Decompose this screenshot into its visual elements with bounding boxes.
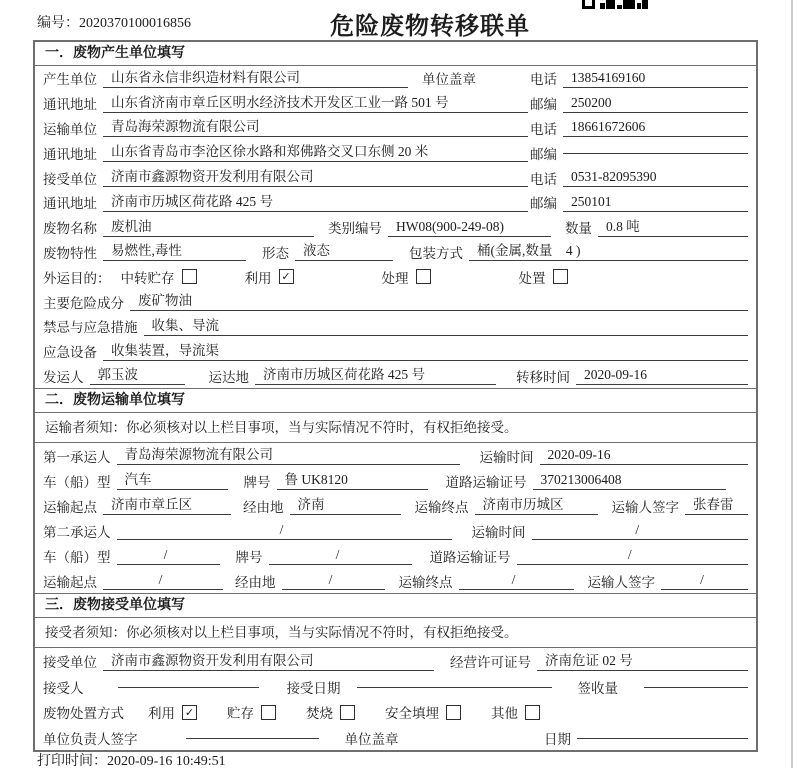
- checkbox-incinerate: [306, 702, 355, 722]
- carrier-signature-value: 张春雷: [685, 496, 748, 515]
- route-origin-value: 济南市章丘区: [103, 496, 231, 515]
- field-label: 运输起点: [43, 499, 97, 515]
- carrier-notice: 运输者须知：你必须核对以上栏目事项，当与实际情况不符时，有权拒绝接受。: [35, 413, 756, 443]
- checkbox-box: [340, 705, 355, 720]
- field-label: 道路运输证号: [445, 474, 527, 490]
- checkbox-label: 利用: [244, 270, 272, 286]
- row-waste-name: [35, 215, 756, 240]
- route-end-value: 济南市历城区: [475, 496, 598, 515]
- row-waste-property: [35, 240, 756, 265]
- accept-date-value: [357, 686, 552, 688]
- received-quantity-value: [644, 686, 748, 688]
- row-outbound-purpose: [35, 264, 756, 289]
- checkbox-label: 利用: [148, 706, 175, 722]
- acceptor-value: [118, 686, 259, 688]
- field-label: 发运人: [43, 369, 84, 385]
- postcode-group: [528, 143, 748, 163]
- seal-date-value: [577, 737, 748, 739]
- accepting-unit-value: 济南市鑫源物资开发利用有限公司: [103, 652, 434, 671]
- field-label: 日期: [544, 731, 571, 747]
- row-receiver-address: [35, 190, 756, 215]
- transfer-date-value: 2020-09-16: [576, 366, 748, 385]
- transport-date-value: 2020-09-16: [540, 446, 749, 465]
- checkbox-box: [525, 705, 540, 720]
- field-label: 电话: [530, 171, 557, 187]
- field-label: 邮编: [530, 196, 557, 212]
- row-acceptor: [35, 674, 756, 700]
- field-label: 单位负责人签字: [43, 731, 138, 747]
- manifest-form: [33, 40, 758, 752]
- field-label: 运输起点: [43, 574, 97, 590]
- print-time: [37, 750, 226, 768]
- row-transport-address: [35, 140, 756, 165]
- checkbox-dispose: [519, 267, 568, 287]
- serial-number: [37, 12, 191, 32]
- field-label: 废物处置方式: [43, 706, 124, 722]
- field-label: 牌号: [243, 474, 271, 490]
- row-disposal-method: [35, 699, 756, 725]
- field-label: 签收量: [577, 680, 618, 696]
- receiver-phone-value: 0531-82095390: [563, 168, 748, 187]
- field-label: 禁忌与应急措施: [43, 320, 138, 336]
- field-label: 废物名称: [43, 221, 97, 237]
- field-label: 形态: [262, 245, 289, 261]
- waste-name-value: 废机油: [103, 218, 314, 237]
- checkbox-label: 处理: [381, 270, 409, 286]
- row-responsible-signature: [35, 725, 756, 751]
- row-transport-unit: [35, 116, 756, 141]
- field-label: 接受单位: [43, 655, 97, 671]
- checkbox-label: 中转贮存: [120, 270, 175, 286]
- plate-number-value: 鲁 UK8120: [277, 471, 428, 490]
- field-label: 外运目的：: [43, 270, 111, 286]
- section1-body: [35, 66, 756, 388]
- route-origin-2-value: /: [103, 571, 223, 590]
- section2-body: [35, 443, 756, 593]
- row-accepting-unit: [35, 648, 756, 674]
- row-route-1: [35, 493, 756, 518]
- transport-address-value: 山东省青岛市李沧区徐水路和郑佛路交叉口东侧 20 米: [103, 143, 528, 162]
- waste-quantity-value: 0.8 吨: [598, 218, 748, 237]
- destination-value: 济南市历城区荷花路 425 号: [255, 366, 496, 385]
- checkbox-box: [182, 269, 197, 284]
- row-hazard-components: [35, 289, 756, 314]
- field-label: 经由地: [235, 574, 276, 590]
- print-time-value: 2020-09-16 10:49:51: [107, 754, 226, 768]
- first-carrier-value: 青岛海荣源物流有限公司: [117, 446, 460, 465]
- serial-number-value: 2020370100016856: [79, 16, 191, 31]
- transport-postcode-value: [563, 152, 748, 154]
- section2-header: 二．废物运输单位填写: [35, 388, 756, 413]
- field-label: 运输人签字: [611, 499, 679, 515]
- row-route-2: [35, 568, 756, 593]
- checkbox-landfill: [385, 702, 461, 722]
- row-second-carrier: [35, 518, 756, 543]
- field-label: 运输终点: [398, 574, 453, 590]
- route-end-2-value: /: [459, 571, 574, 590]
- field-label: 包装方式: [409, 245, 463, 261]
- producer-address-value: 山东省济南市章丘区明水经济技术开发区工业一路 501 号: [103, 94, 528, 113]
- field-label: 接受人: [43, 680, 84, 696]
- producer-phone-value: 13854169160: [563, 69, 748, 88]
- section1-header: 一．废物产生单位填写: [35, 42, 756, 66]
- emergency-equipment-value: 收集装置，导流渠: [103, 342, 748, 361]
- waste-property-value: 易燃性,毒性: [103, 242, 246, 261]
- row-emergency-measures: [35, 314, 756, 339]
- checkbox-other: [491, 702, 540, 722]
- field-label: 转移时间: [516, 369, 570, 385]
- postcode-group: [528, 192, 748, 212]
- producer-unit-value: 山东省永信非织造材料有限公司: [103, 69, 408, 88]
- field-label: 通讯地址: [43, 146, 97, 162]
- page-title: 危险废物转移联单: [330, 14, 530, 40]
- serial-number-label: 编号：: [37, 16, 79, 31]
- postcode-group: [528, 93, 748, 113]
- row-first-carrier: [35, 443, 756, 468]
- responsible-signature-value: [186, 737, 319, 739]
- page-edge-divider: [791, 0, 793, 768]
- unit-seal-label: 单位盖章: [422, 72, 476, 88]
- field-label: 运达地: [208, 369, 249, 385]
- field-label: 第二承运人: [43, 524, 111, 540]
- checkbox-box: [553, 269, 568, 284]
- field-label: 应急设备: [43, 345, 97, 361]
- phone-group: [528, 118, 748, 138]
- packaging-value: 桶(金属,数量 4 ): [469, 242, 748, 261]
- row-vehicle-2: [35, 543, 756, 568]
- field-label: 运输人签字: [587, 574, 655, 590]
- checkbox-transfer-storage: [121, 267, 197, 287]
- row-producer-address: [35, 91, 756, 116]
- field-label: 电话: [530, 121, 557, 137]
- checkbox-utilize: [148, 702, 197, 722]
- route-via-2-value: /: [282, 571, 385, 590]
- field-label: 通讯地址: [43, 97, 97, 113]
- field-label: 经由地: [243, 499, 284, 515]
- checkbox-box: [416, 269, 431, 284]
- row-emergency-equipment: [35, 339, 756, 364]
- shipper-value: 郭玉波: [90, 366, 185, 385]
- field-label: 车（船）型: [43, 474, 111, 490]
- checkbox-label: 其他: [491, 706, 518, 722]
- waste-code-value: HW08(900-249-08): [388, 218, 551, 237]
- field-label: 运输时间: [471, 524, 526, 540]
- phone-group: [528, 168, 748, 188]
- transport-phone-value: 18661672606: [563, 118, 748, 137]
- field-label: 道路运输证号: [429, 549, 511, 565]
- plate-number-2-value: /: [269, 546, 412, 565]
- checkbox-box: [446, 705, 461, 720]
- transport-unit-value: 青岛海荣源物流有限公司: [103, 118, 528, 137]
- field-label: 产生单位: [43, 72, 97, 88]
- checkbox-treat: [382, 267, 431, 287]
- phone-group: [528, 68, 748, 88]
- checkbox-label: 安全填埋: [385, 706, 439, 722]
- checkbox-label: 处置: [518, 270, 546, 286]
- field-label: 牌号: [235, 549, 263, 565]
- receiver-unit-value: 济南市鑫源物资开发利用有限公司: [103, 168, 528, 187]
- receiver-postcode-value: 250101: [563, 193, 748, 212]
- route-via-value: 济南: [290, 496, 401, 515]
- field-label: 运输终点: [414, 499, 469, 515]
- license-number-value: 济南危证 02 号: [537, 652, 748, 671]
- checkbox-box: [261, 705, 276, 720]
- section3-header: 三．废物接受单位填写: [35, 593, 756, 618]
- waste-form-value: 液态: [295, 242, 393, 261]
- field-label: 数量: [565, 221, 592, 237]
- second-carrier-value: /: [117, 521, 452, 540]
- field-label: 电话: [530, 72, 557, 88]
- field-label: 第一承运人: [43, 449, 111, 465]
- emergency-measures-value: 收集、导流: [144, 317, 749, 336]
- row-producer-unit: [35, 66, 756, 91]
- field-label: 邮编: [530, 146, 557, 162]
- field-label: 接受单位: [43, 171, 97, 187]
- field-label: 经营许可证号: [450, 655, 531, 671]
- print-time-label: 打印时间：: [37, 754, 107, 768]
- carrier-signature-2-value: /: [661, 571, 748, 590]
- qr-code-fragment-icon: [582, 0, 648, 10]
- checkbox-box: ✓: [182, 705, 197, 720]
- field-label: 运输时间: [479, 449, 534, 465]
- field-label: 主要危险成分: [43, 295, 124, 311]
- field-label: 车（船）型: [43, 549, 111, 565]
- vehicle-type-value: 汽车: [117, 471, 228, 490]
- row-shipper: [35, 364, 756, 389]
- checkbox-label: 贮存: [227, 706, 254, 722]
- receiver-notice: 接受者须知：你必须核对以上栏目事项，当与实际情况不符时，有权拒绝接受。: [35, 618, 756, 648]
- hazard-components-value: 废矿物油: [130, 292, 748, 311]
- field-label: 类别编号: [328, 221, 382, 237]
- receiver-address-value: 济南市历城区荷花路 425 号: [103, 193, 528, 212]
- field-label: 运输单位: [43, 121, 97, 137]
- checkbox-label: 焚烧: [306, 706, 333, 722]
- vehicle-type-2-value: /: [117, 546, 220, 565]
- field-label: 接受日期: [286, 680, 341, 696]
- road-permit-2-value: /: [517, 546, 749, 565]
- unit-seal-label: 单位盖章: [344, 731, 399, 747]
- checkbox-box: ✓: [279, 269, 294, 284]
- section3-body: [35, 648, 756, 750]
- checkbox-utilize: [245, 267, 294, 287]
- transport-date-2-value: /: [532, 521, 749, 540]
- producer-postcode-value: 250200: [563, 94, 748, 113]
- road-permit-value: 370213006408: [533, 471, 727, 490]
- field-label: 废物特性: [43, 245, 97, 261]
- row-vehicle-1: [35, 468, 756, 493]
- field-label: 邮编: [530, 97, 557, 113]
- field-label: 通讯地址: [43, 196, 97, 212]
- row-receiver-unit: [35, 165, 756, 190]
- checkbox-store: [227, 702, 276, 722]
